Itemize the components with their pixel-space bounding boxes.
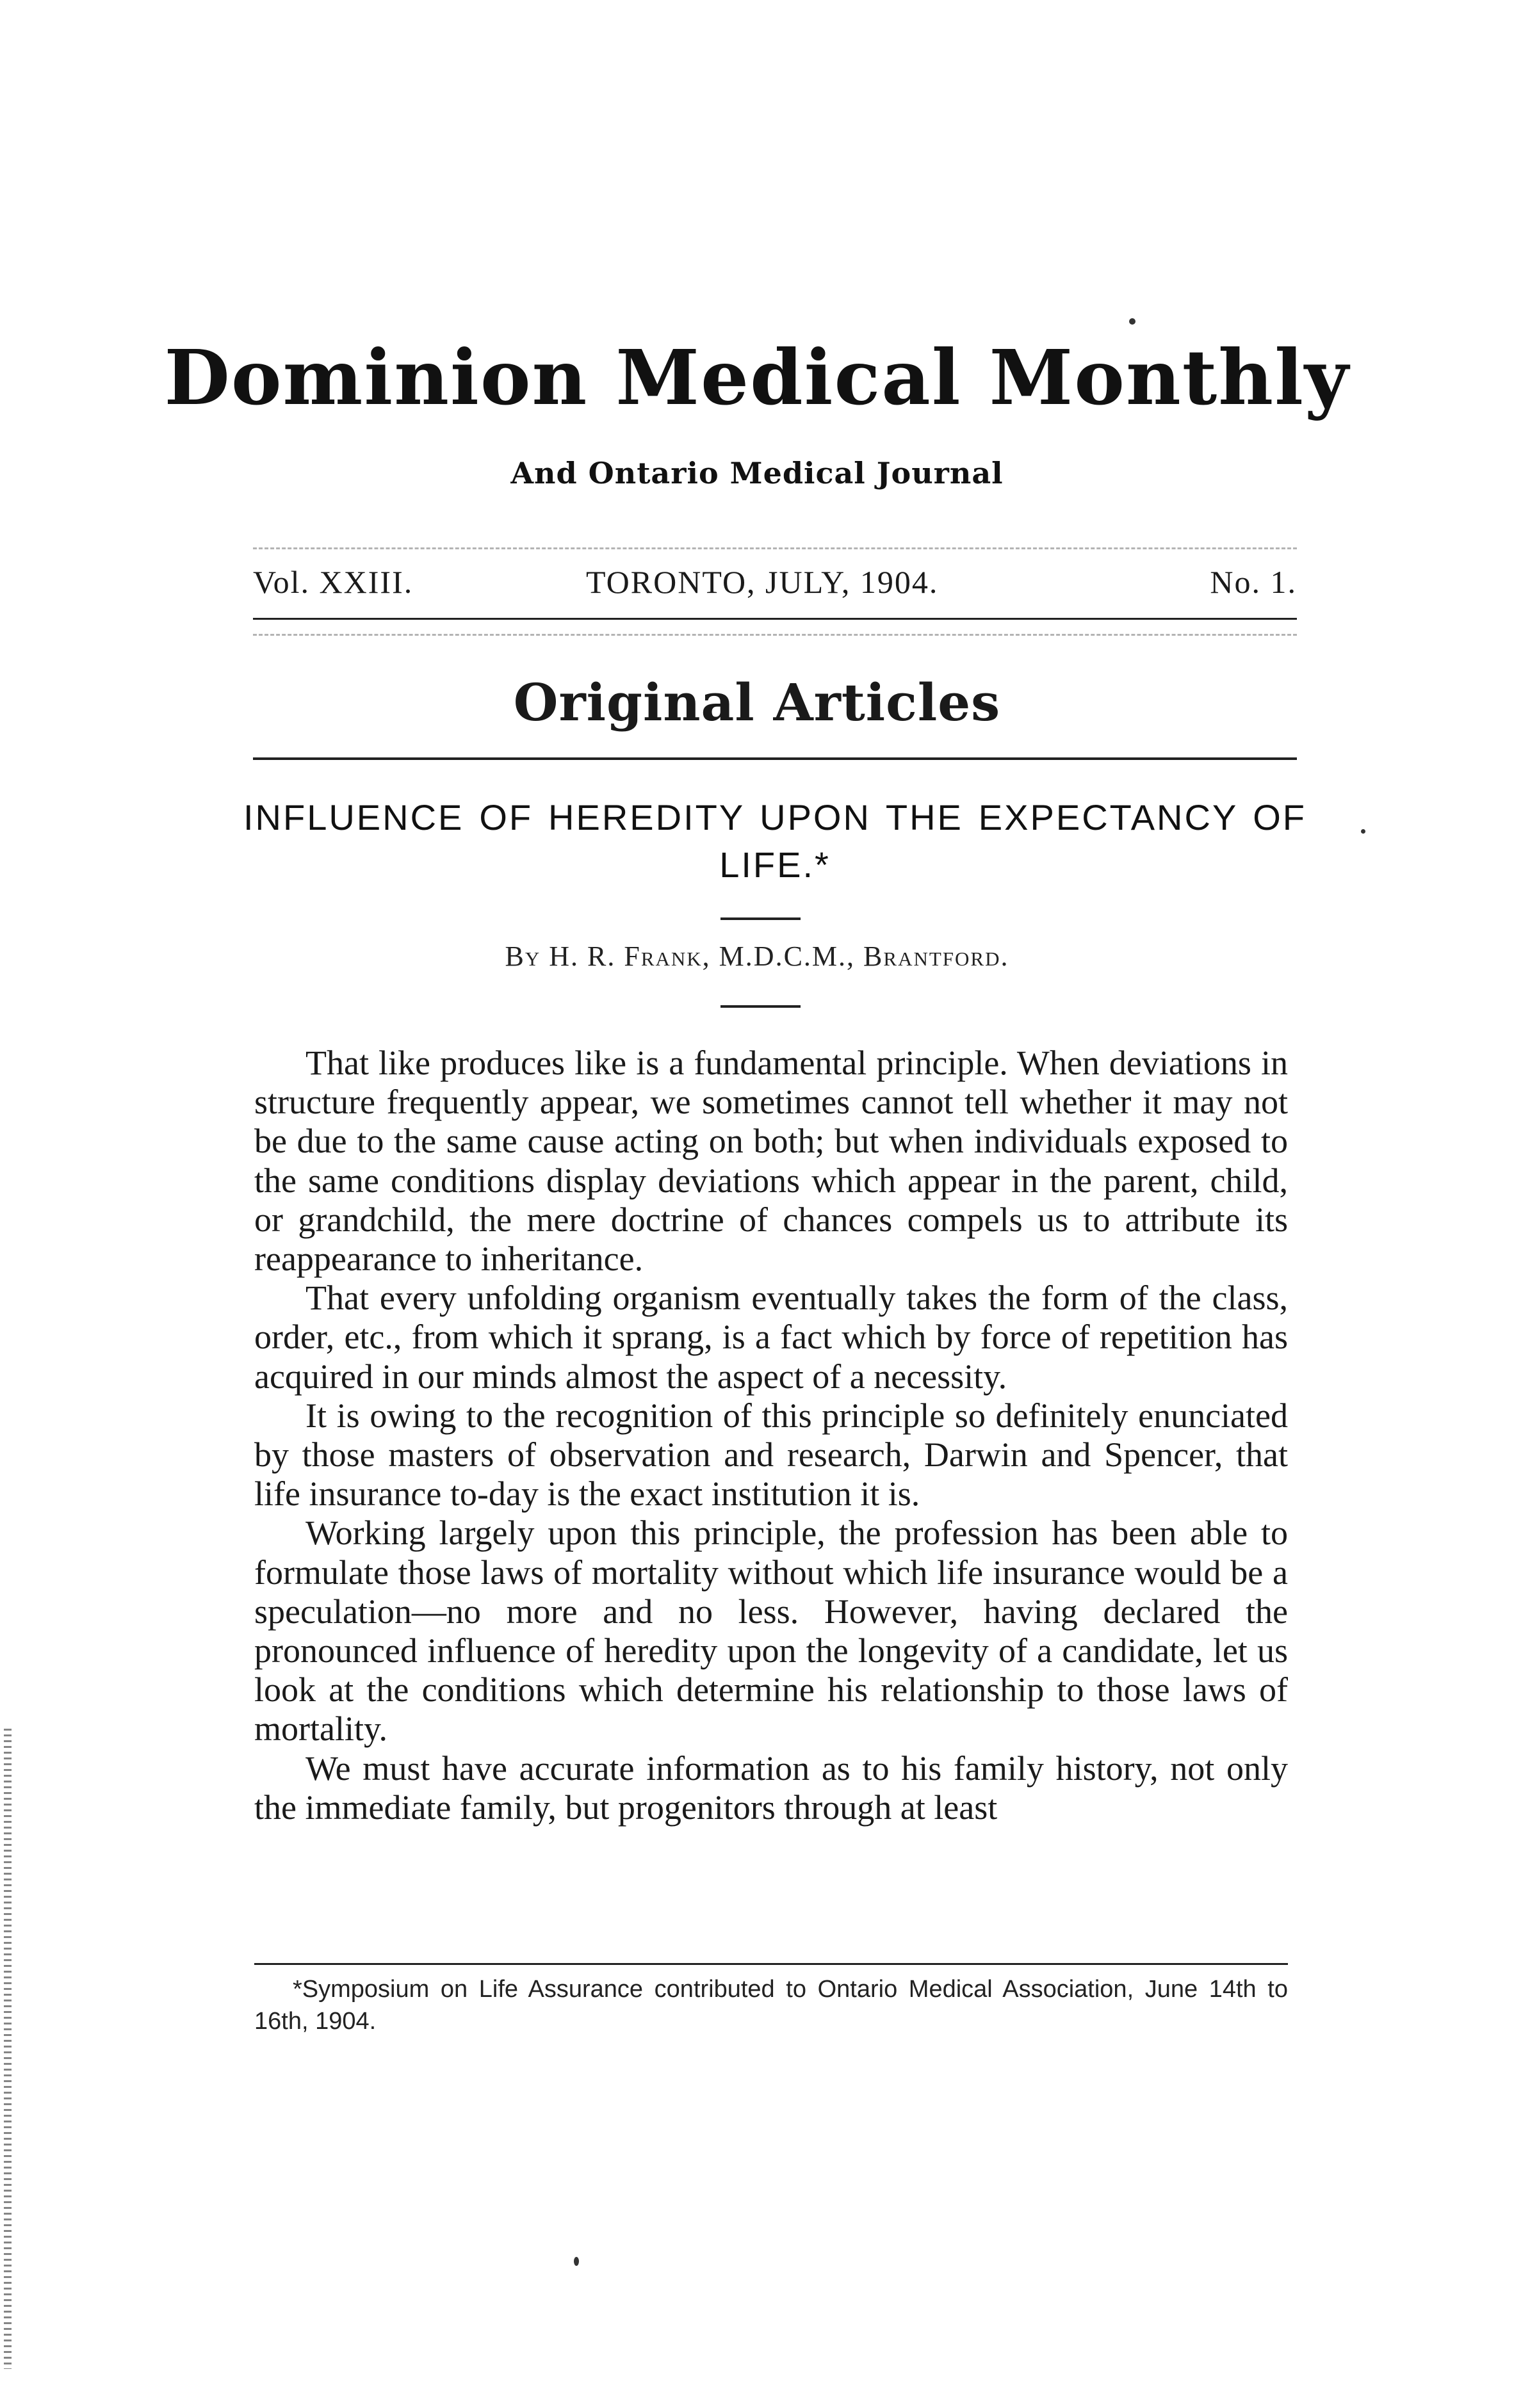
footnote-rule	[254, 1963, 1288, 1965]
byline-author: H. R. Frank, M.D.C.M., Brantford.	[549, 941, 1009, 972]
title-separator-rule	[720, 917, 801, 920]
byline-separator-rule	[720, 1005, 801, 1008]
masthead-top-rule	[253, 547, 1297, 549]
issue-line	[253, 563, 1297, 608]
article-byline	[0, 940, 1514, 973]
article-title: INFLUENCE OF HEREDITY UPON THE EXPECTANCY OF LIFE.*	[243, 797, 1306, 885]
article-paragraph: That every unfolding organism eventually takes the form of the class, order, etc., from which it sprang, is a fact which by force of repetition has acquired in our minds almost the aspect of a necessity.	[254, 1279, 1288, 1396]
print-speck	[574, 2257, 579, 2266]
print-speck	[1361, 829, 1365, 834]
article-footnote: *Symposium on Life Assurance contributed to Ontario Medical Association, June 14th to 16th, 1904.	[254, 1976, 1288, 2035]
byline-prefix: By	[505, 941, 541, 972]
issue-number: No. 1.	[1210, 564, 1297, 600]
article-paragraph: We must have accurate information as to his family history, not only the immediate family, but progenitors through at least	[254, 1749, 1288, 1827]
issue-bottom-rule	[253, 618, 1297, 620]
article-body	[254, 1044, 1288, 1827]
journal-subtitle: And Ontario Medical Journal	[510, 456, 1004, 490]
journal-title: Dominion Medical Monthly	[164, 333, 1350, 422]
scan-edge-artifact	[4, 1729, 12, 2369]
section-heading: Original Articles	[513, 672, 1001, 732]
article-paragraph: That like produces like is a fundamental principle. When deviations in structure frequently appear, we sometimes cannot tell whether it may not be due to the same cause acting on both; but when individuals exposed to the same conditions display deviations which appear in the parent, child, or grandchild, the mere doctrine of chances compels us to attribute its reappearance to inheritance.	[254, 1044, 1288, 1279]
section-rule	[253, 757, 1297, 760]
article-paragraph: It is owing to the recognition of this principle so definitely enunciated by those masters of observation and research, Darwin and Spencer, that life insurance to-day is the exact institution it is.	[254, 1396, 1288, 1514]
issue-volume: Vol. XXIII.	[253, 564, 414, 600]
issue-place-date: TORONTO, JULY, 1904.	[586, 564, 939, 600]
print-speck	[1129, 318, 1136, 325]
issue-bottom-dotted-rule	[253, 634, 1297, 636]
article-paragraph: Working largely upon this principle, the profession has been able to formulate those laws of mortality without which life insurance would be a speculation—no more and no less. However, having declared the pronounced influence of heredity upon the longevity of a candidate, let us look at the conditions which determine his relationship to those laws of mortality.	[254, 1514, 1288, 1749]
